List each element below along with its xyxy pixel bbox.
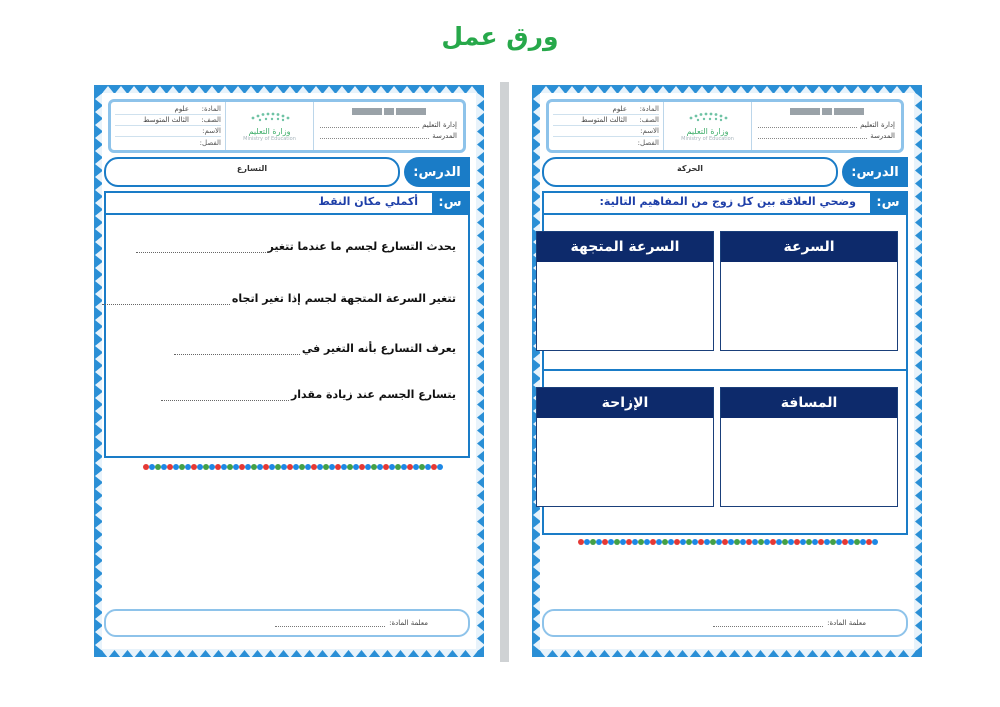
kingdom-emblem-icon	[787, 105, 867, 117]
grade-label: الصف:	[201, 116, 221, 124]
fill-item: يعرف التسارع بأنه التغير في	[174, 339, 456, 355]
lesson-tag: الدرس:	[842, 157, 908, 187]
logo-text: وزارة التعليم	[686, 127, 729, 136]
worksheet-left	[94, 85, 484, 657]
lesson-row	[104, 157, 470, 187]
ministry-label: إدارة التعليم	[422, 121, 457, 129]
kingdom-emblem-icon	[349, 105, 429, 117]
ministry-block	[751, 102, 901, 150]
student-info	[111, 102, 225, 150]
subject-value: علوم	[174, 105, 189, 113]
teacher-label: معلمة المادة:	[389, 619, 428, 627]
name-label: الاسم:	[640, 127, 659, 135]
school-label: المدرسة	[432, 132, 457, 140]
question-bar	[542, 191, 908, 213]
logo-dots-icon	[683, 110, 733, 126]
worksheet-header	[546, 99, 904, 153]
dotted-ornament	[578, 539, 878, 545]
subject-label: المادة:	[201, 105, 221, 113]
lesson-tag: الدرس:	[404, 157, 470, 187]
section-divider	[544, 369, 906, 371]
worksheet-header	[108, 99, 466, 153]
logo-subtext: Ministry of Education	[243, 136, 296, 142]
page-divider	[500, 82, 509, 662]
grade-label: الصف:	[639, 116, 659, 124]
question-bar	[104, 191, 470, 213]
school-label: المدرسة	[870, 132, 895, 140]
ornament-dot	[437, 464, 443, 470]
worksheet-right	[532, 85, 922, 657]
question-body	[104, 213, 470, 458]
fill-item: تتغير السرعة المتجهة لجسم إذا تغير اتجاه	[102, 289, 456, 305]
logo-text: وزارة التعليم	[248, 127, 291, 136]
concept-box-displacement: الإزاحة	[536, 387, 714, 507]
lesson-name: التسارع	[104, 157, 400, 187]
question-tag: س:	[870, 193, 906, 213]
dotted-ornament	[143, 464, 443, 470]
concept-box-speed: السرعة	[720, 231, 898, 351]
fill-item: يحدث التسارع لجسم ما عندما تتغير	[136, 237, 456, 253]
footer-teacher	[542, 609, 908, 637]
class-label: الفصل:	[637, 138, 659, 147]
fill-item: يتسارع الجسم عند زيادة مقدار	[161, 385, 456, 401]
ministry-logo	[663, 102, 751, 150]
teacher-label: معلمة المادة:	[827, 619, 866, 627]
logo-subtext: Ministry of Education	[681, 136, 734, 142]
concept-box-distance: المسافة	[720, 387, 898, 507]
class-label: الفصل:	[199, 138, 221, 147]
student-info	[549, 102, 663, 150]
subject-value: علوم	[612, 105, 627, 113]
question-tag: س:	[432, 193, 468, 213]
ornament-dot	[872, 539, 878, 545]
lesson-name: الحركة	[542, 157, 838, 187]
footer-teacher	[104, 609, 470, 637]
lesson-row	[542, 157, 908, 187]
question-body	[542, 213, 908, 535]
ministry-block	[313, 102, 463, 150]
concept-box-velocity: السرعة المتجهة	[536, 231, 714, 351]
logo-dots-icon	[245, 110, 295, 126]
grade-value: الثالث المتوسط	[143, 116, 189, 124]
ministry-label: إدارة التعليم	[860, 121, 895, 129]
page-title: ورق عمل	[441, 22, 559, 51]
name-label: الاسم:	[202, 127, 221, 135]
question-text: أكملي مكان النقط	[318, 195, 418, 208]
question-text: وضحي العلاقة بين كل زوج من المفاهيم التالية:	[599, 195, 856, 208]
subject-label: المادة:	[639, 105, 659, 113]
grade-value: الثالث المتوسط	[581, 116, 627, 124]
ministry-logo	[225, 102, 313, 150]
